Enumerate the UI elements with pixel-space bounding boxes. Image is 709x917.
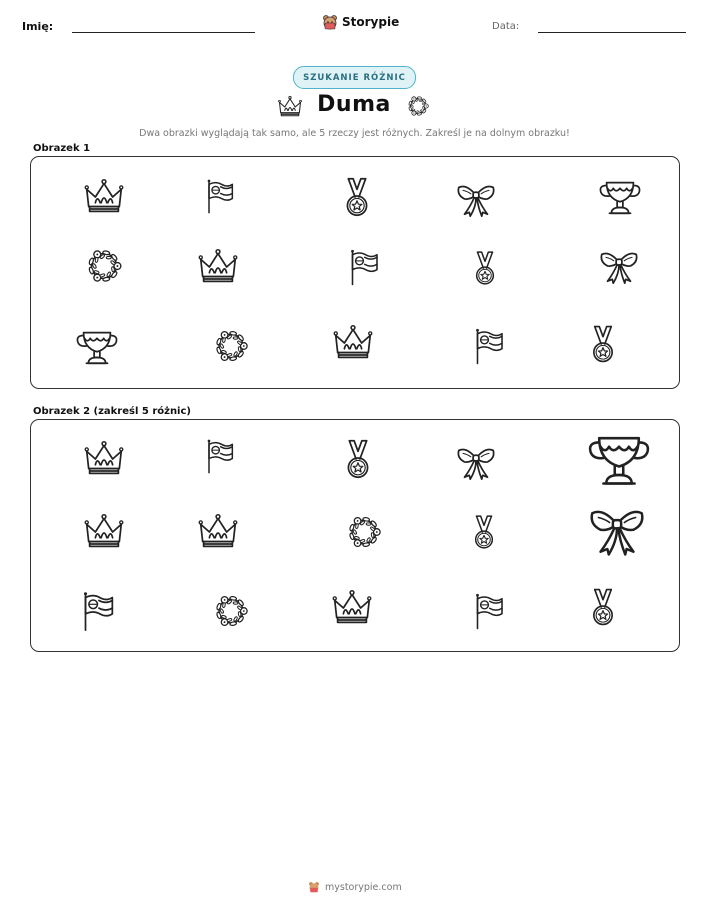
picture1-trophy-icon <box>74 323 120 369</box>
picture2-medal-icon[interactable] <box>335 436 381 482</box>
picture1-medal-icon <box>465 248 505 288</box>
picture2-crown-icon[interactable] <box>81 436 127 482</box>
picture2-wreath-icon[interactable] <box>342 510 386 554</box>
bear-logo-icon <box>322 14 338 30</box>
activity-badge: SZUKANIE RÓŻNIC <box>293 66 416 89</box>
picture1-bow-icon <box>596 241 642 287</box>
picture2-trophy-icon[interactable] <box>585 424 653 492</box>
picture1-crown-icon <box>195 244 241 290</box>
picture1-crown-icon <box>330 320 376 366</box>
picture1-flag-icon <box>199 176 239 216</box>
picture1-label: Obrazek 1 <box>33 143 91 154</box>
picture1-flag-icon <box>467 325 509 367</box>
footer-url: mystorypie.com <box>325 881 402 893</box>
picture1-bow-icon <box>453 174 499 220</box>
picture2-crown-icon[interactable] <box>329 585 375 631</box>
picture2-medal-icon[interactable] <box>581 585 625 629</box>
name-label: Imię: <box>22 20 54 33</box>
date-label: Data: <box>492 21 520 32</box>
picture2-bow-icon[interactable] <box>584 494 650 560</box>
brand-logo <box>322 14 399 30</box>
picture1-crown-icon <box>81 174 127 220</box>
instructions: Dwa obrazki wyglądają tak samo, ale 5 rzeczy jest różnych. Zakreśl je na dolnym obrazku! <box>139 128 570 139</box>
picture2-flag-icon[interactable] <box>467 590 509 632</box>
picture2-flag-icon[interactable] <box>199 436 239 476</box>
footer <box>308 881 402 893</box>
picture2-crown-icon[interactable] <box>81 509 127 555</box>
picture1-flag-icon <box>342 246 384 288</box>
page-title: Duma <box>317 92 391 117</box>
picture2-bow-icon[interactable] <box>453 437 499 483</box>
title-wreath-icon <box>404 92 432 120</box>
picture2-medal-icon[interactable] <box>464 512 504 552</box>
picture2-wreath-icon[interactable] <box>209 589 253 633</box>
bear-footer-icon <box>308 881 320 893</box>
title-crown-icon <box>276 93 304 121</box>
picture1-medal-icon <box>581 322 625 366</box>
picture2-crown-icon[interactable] <box>195 509 241 555</box>
picture1-wreath-icon <box>81 243 127 289</box>
picture1-medal-icon <box>334 174 380 220</box>
picture1-wreath-icon <box>209 324 253 368</box>
brand-name: Storypie <box>342 15 400 29</box>
date-line[interactable] <box>538 32 686 33</box>
name-line[interactable] <box>72 32 255 33</box>
picture2-flag-icon[interactable] <box>74 588 120 634</box>
picture2-label: Obrazek 2 (zakreśl 5 różnic) <box>33 406 191 417</box>
picture1-trophy-icon <box>597 173 643 219</box>
